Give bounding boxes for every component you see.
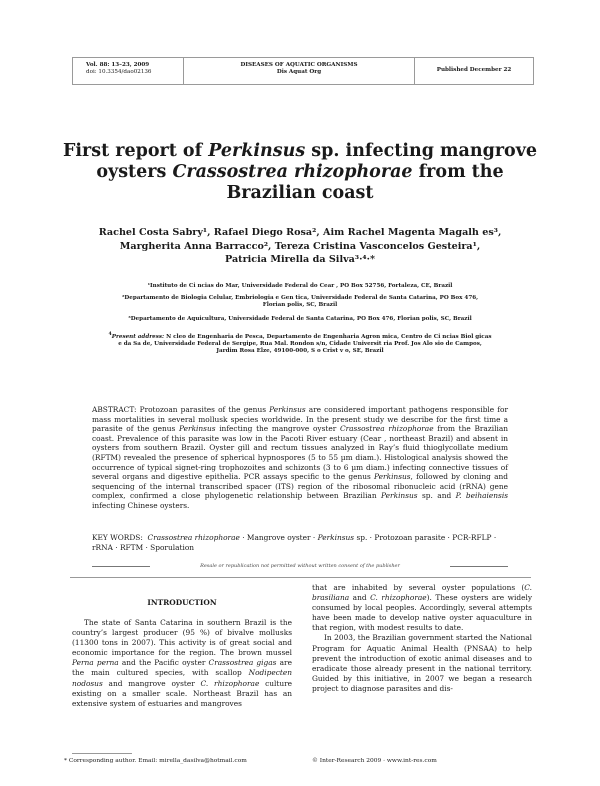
- keyword-text: sp. · Protozoan parasite · PCR-RFLP · rRNA · RFTM · Sporulation: [92, 533, 497, 552]
- journal-header: [72, 57, 534, 85]
- paragraph-text: that are inhabited by several oyster populations (: [312, 583, 525, 592]
- title-text: First report of: [62, 141, 209, 161]
- species-name: Nodipecten nodosus: [72, 668, 292, 688]
- abstract-italic: Perkinsus: [381, 491, 418, 501]
- affiliation-line: Florian polis, SC, Brazil: [262, 302, 338, 309]
- keyword-italic: Crassostrea rhizophorae: [147, 533, 240, 542]
- paragraph: In 2003, the Brazilian government started the National Program for Aquatic Animal Health (PNSAA) to help prevent the introduction of exotic animal diseases and to eradicate those already present in the national territory. Guided by this initiative, in 2007 we began a research project to diagnose parasites and dis-: [312, 633, 532, 693]
- affiliation-3: ³Departamento de Aquicultura, Universidade Federal de Santa Catarina, PO Box 476, Florian polis, SC, Brazil: [128, 316, 472, 322]
- abstract-text: Protozoan parasites of the genus: [136, 405, 270, 414]
- abstract-text: are considered important pathogens responsible for mass mortalities in several mollusk species worldwide. In the present study we describe for the first time a parasite of the genus: [92, 405, 508, 434]
- keywords: [92, 533, 508, 552]
- abstract-italic: P. beihaiensis: [455, 491, 508, 501]
- footnote-rule: [72, 753, 132, 754]
- corresponding-author-footnote: * Corresponding author. Email: mirella_dasilva@hotmail.com: [64, 758, 247, 764]
- journal-name: DISEASES OF AQUATIC ORGANISMS: [240, 62, 358, 68]
- resale-notice: Resale or republication not permitted without written consent of the publisher: [150, 563, 450, 569]
- paragraph: [312, 583, 532, 633]
- affiliation-4: $^4$Present address: N cleo de Engenharia de Pesca, Departamento de Engenharia Agron mica, Centro de Ci ncias Biol gicas e da Sa de, Universidade Federal de Sergipe, Rua Mal. Rondon s/n, Cidade Universit ria Prof. Jos Alo sio de Campos, Jardim Rosa Elze, 49100-000, S o Crist v o, SE, Brazil: [80, 331, 520, 356]
- paragraph-text: ). These oysters are widely consumed by local peoples. Accordingly, several attempts have been made to develop native oyster aquaculture in that region, with modest results to date.: [312, 593, 532, 633]
- author-line: Margherita Anna Barracco², Tereza Cristina Vasconcelos Gesteira¹,: [119, 240, 481, 252]
- section-heading: INTRODUCTION: [147, 598, 217, 607]
- affiliation-line: e da Sa de, Universidade Federal de Sergipe, Rua Mal. Rondon s/n, Cidade Universit ria Prof. Jos Alo sio de Campos,: [118, 341, 482, 348]
- abstract: [92, 405, 508, 511]
- paragraph-text: culture existing on a smaller scale. Northeast Brazil has an extensive system of estuaries and mangroves: [72, 678, 292, 708]
- paragraph-text: are the main cultured species, with scallop: [72, 658, 292, 678]
- volume-info: Vol. 88: 13–23, 2009: [86, 62, 150, 68]
- affiliation-2: [80, 295, 520, 310]
- author-line: Patricia Mirella da Silva³·⁴·*: [225, 254, 375, 265]
- body-column-left: [72, 618, 292, 709]
- keywords-label: KEY WORDS:: [92, 533, 143, 542]
- volume-cell: [73, 58, 184, 84]
- abstract-label: ABSTRACT:: [92, 405, 137, 414]
- article-title: [60, 141, 540, 204]
- present-address-label: Present address:: [111, 333, 165, 340]
- abstract-italic: Perkinsus: [179, 424, 216, 434]
- paragraph-text: The state of Santa Catarina in southern Brazil is the country’s largest producer (95 %) of bivalve mollusks (11300 tons in 2007). This activity is of great social and economic importance for the region. The brown mussel: [72, 618, 292, 658]
- affiliation-1: ¹Instituto de Ci ncias do Mar, Universidade Federal do Cear , PO Box 52756, Fortaleza, CE, Brazil: [147, 283, 453, 289]
- abstract-text: , followed by cloning and sequencing of the internal transcribed spacer (ITS) region of the ribosomal ribonucleic acid (rRNA) gene complex, confirmed a close phylogenetic relationship between Brazilian: [92, 472, 508, 501]
- paragraph-text: and the Pacific oyster: [118, 658, 209, 668]
- keyword-text: · Mangrove oyster ·: [239, 533, 318, 542]
- species-name: Perna perna: [72, 658, 119, 668]
- published-date: Published December 22: [436, 67, 512, 73]
- doi: doi: 10.3354/dao02136: [86, 69, 152, 75]
- title-species: Crassostrea rhizophorae: [172, 162, 413, 182]
- body-column-right: [312, 583, 532, 694]
- journal-cell: [184, 58, 415, 84]
- divider: [70, 577, 531, 578]
- abstract-italic: Perkinsus: [269, 405, 306, 414]
- abstract-text: infecting the mangrove oyster: [215, 424, 340, 434]
- journal-abbreviation: Dis Aquat Org: [276, 69, 322, 75]
- published-cell: [415, 58, 533, 84]
- keyword-italic: Perkinsus: [317, 533, 355, 542]
- affiliation-line: N cleo de Engenharia de Pesca, Departamento de Engenharia Agron mica, Centro de Ci ncias Biol gicas: [166, 333, 492, 340]
- abstract-text: from the Brazilian coast. Prevalence of this parasite was low in the Pacoti River estuary (Cear , northeast Brazil) and absent in oysters from southern Brazil. Oyster gill and rectum tissues analyzed in Ray’s fluid thioglycollate medium (RFTM) revealed the presence of spherical hypnospores (5 to 55 µm diam.). Histological analysis showed the occurrence of typical signet-ring trophozoites and schizonts (3 to 6 µm diam.) infecting connective tissues of several organs and digestive epithelia. PCR assays specific to the genus: [92, 424, 508, 482]
- title-genus: Perkinsus: [208, 141, 306, 161]
- species-name: C. rhizophorae: [370, 593, 427, 603]
- abstract-italic: Perkinsus: [374, 472, 411, 482]
- paragraph: [72, 618, 292, 709]
- abstract-text: sp. and: [417, 491, 456, 501]
- paragraph-text: and mangrove oyster: [102, 678, 201, 688]
- copyright-notice: © Inter-Research 2009 · www.int-res.com: [312, 758, 437, 764]
- paragraph-text: and: [349, 593, 371, 603]
- author-list: [70, 226, 530, 267]
- title-text: from the Brazilian coast: [226, 162, 504, 203]
- affiliation-line: ²Departamento de Biologia Celular, Embriologia e Gen tica, Universidade Federal de Santa Catarina, PO Box 476,: [121, 295, 479, 301]
- title-text: sp. infecting mangrove oysters: [96, 141, 538, 182]
- species-name: C. rhizophorae: [200, 678, 260, 688]
- abstract-text: infecting Chinese oysters.: [92, 500, 190, 510]
- author-line: Rachel Costa Sabry¹, Rafael Diego Rosa², Aim Rachel Magenta Magalh es³,: [98, 227, 502, 238]
- species-name: Crassostrea gigas: [208, 658, 277, 668]
- abstract-italic: Crassostrea rhizophorae: [339, 424, 434, 434]
- species-name: C. brasiliana: [312, 583, 532, 603]
- affiliation-line: Jardim Rosa Elze, 49100-000, S o Crist v o, SE, Brazil: [216, 348, 384, 355]
